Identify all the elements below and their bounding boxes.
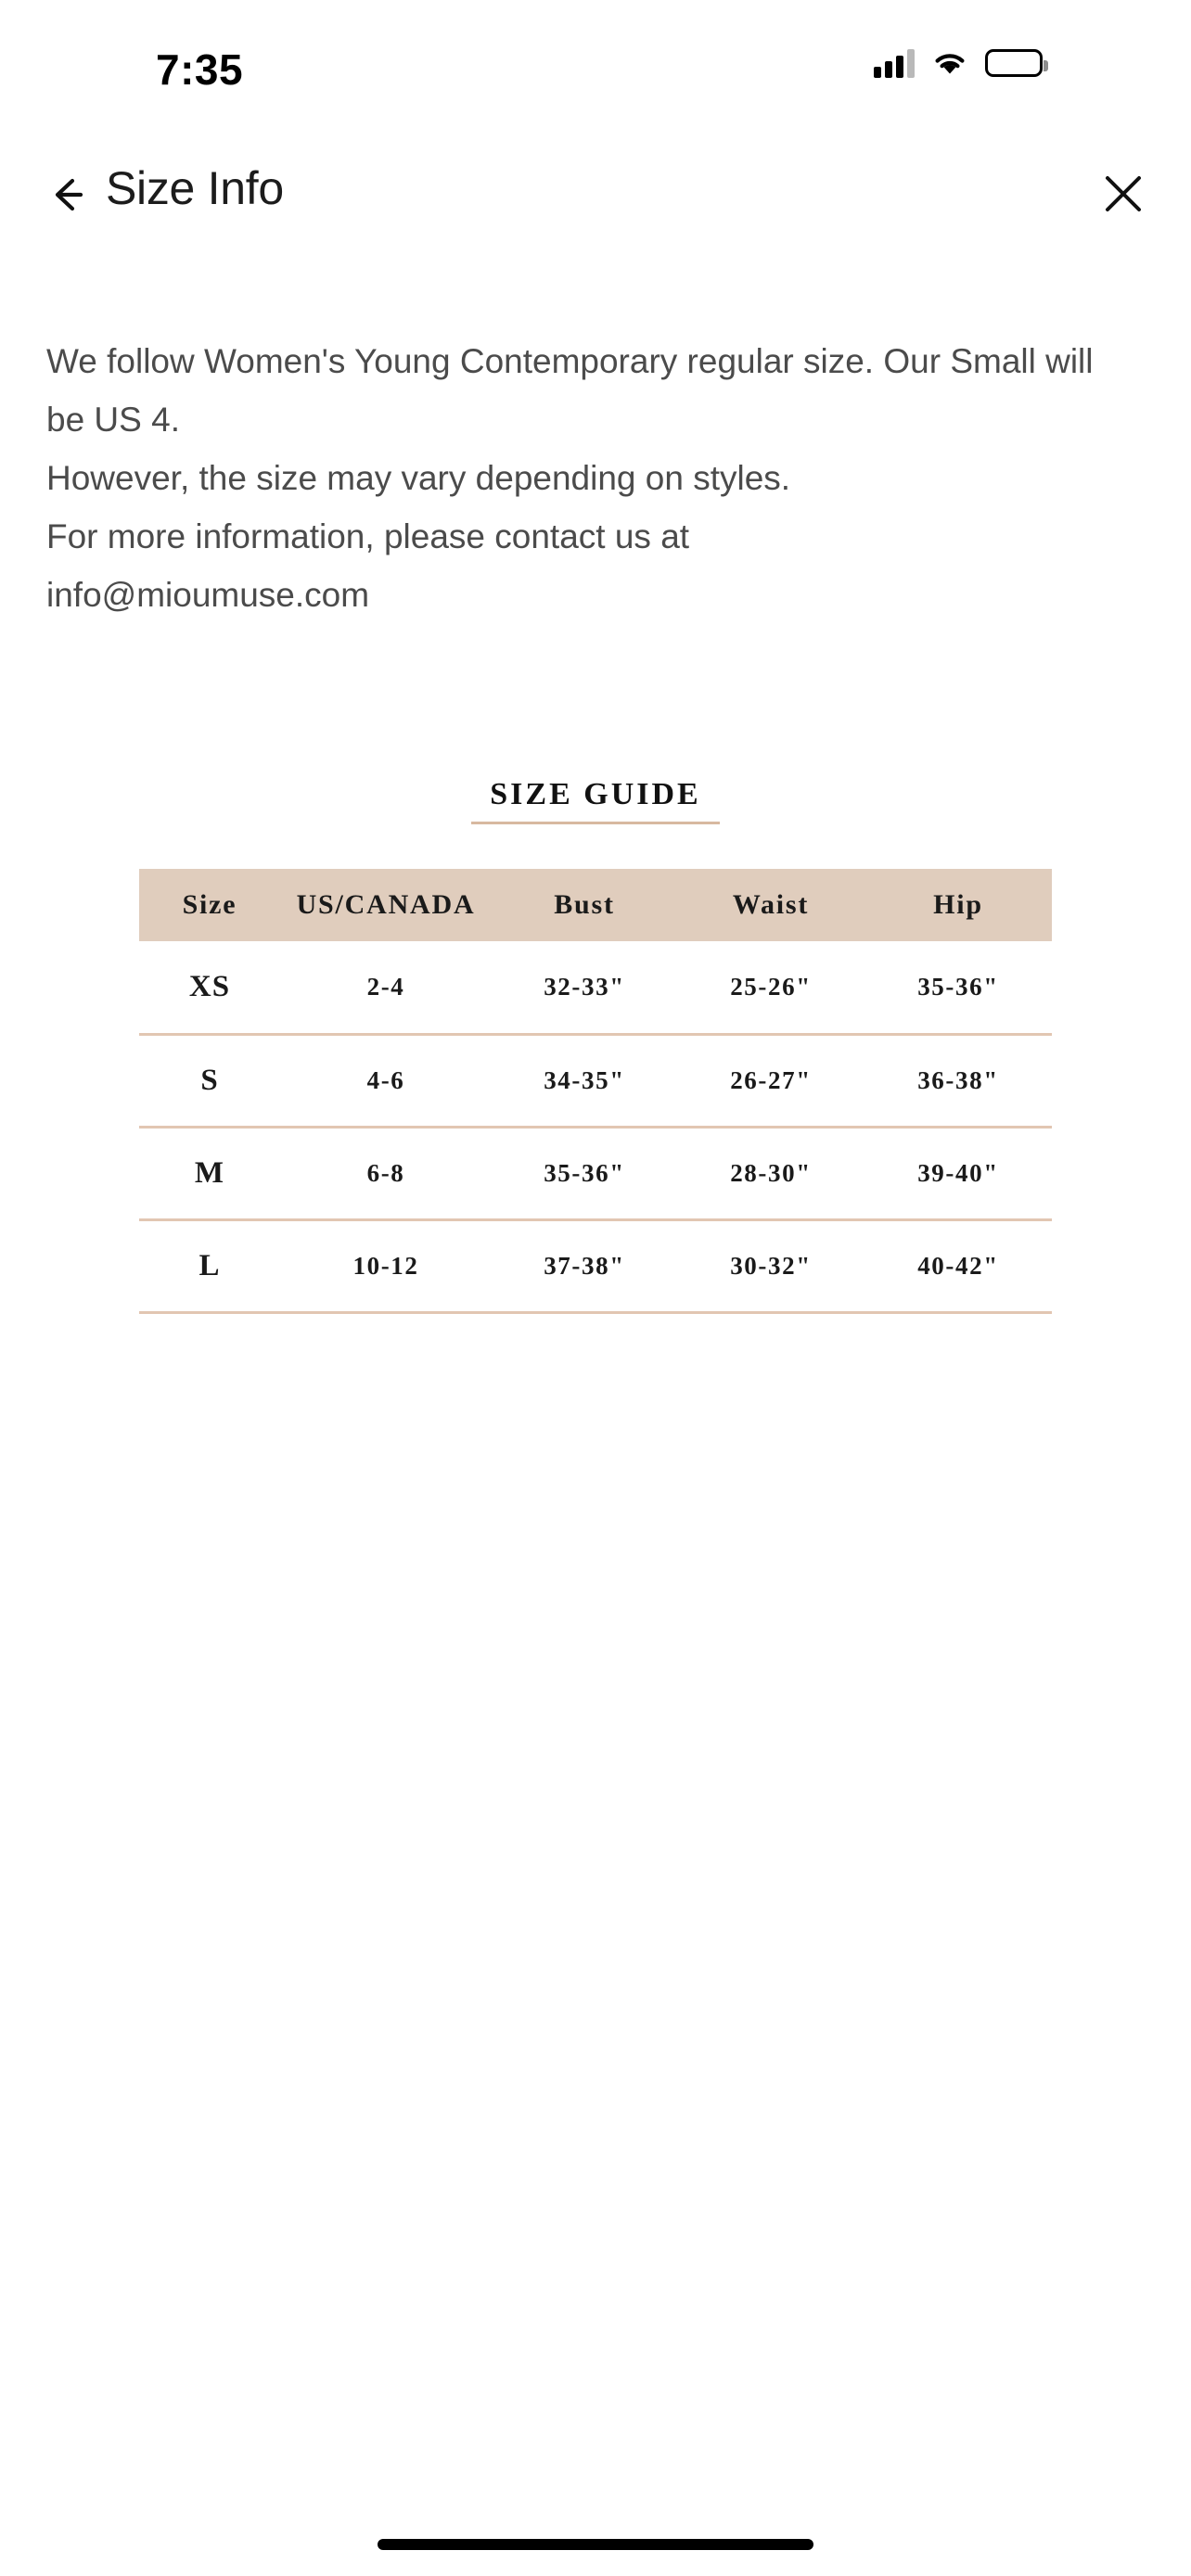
table-row	[139, 941, 1052, 1034]
size-guide-title: SIZE GUIDE	[471, 777, 720, 824]
intro-line-1: We follow Women's Young Contemporary regular size. Our Small will be US 4.	[46, 342, 1094, 439]
cell-waist: 28-30"	[677, 1127, 864, 1219]
table-row	[139, 1127, 1052, 1219]
cell-hip: 35-36"	[864, 941, 1052, 1034]
cell-hip: 39-40"	[864, 1127, 1052, 1219]
cell-bust: 34-35"	[492, 1034, 677, 1127]
cell-size: S	[139, 1034, 280, 1127]
column-header-us-canada: US/CANADA	[280, 869, 492, 941]
page-title: Size Info	[106, 162, 284, 214]
cell-size: L	[139, 1219, 280, 1312]
wifi-icon	[931, 49, 968, 77]
cell-waist: 25-26"	[677, 941, 864, 1034]
cell-hip: 40-42"	[864, 1219, 1052, 1312]
intro-line-4: info@mioumuse.com	[46, 576, 370, 614]
cell-us-canada: 4-6	[280, 1034, 492, 1127]
cell-bust: 37-38"	[492, 1219, 677, 1312]
cell-us-canada: 6-8	[280, 1127, 492, 1219]
intro-line-2: However, the size may vary depending on styles.	[46, 459, 791, 497]
column-header-hip: Hip	[864, 869, 1052, 941]
size-guide-section	[139, 777, 1052, 1314]
cell-us-canada: 10-12	[280, 1219, 492, 1312]
battery-icon	[985, 49, 1043, 77]
cell-bust: 35-36"	[492, 1127, 677, 1219]
status-bar	[0, 0, 1191, 139]
cell-bust: 32-33"	[492, 941, 677, 1034]
column-header-waist: Waist	[677, 869, 864, 941]
cellular-signal-icon	[874, 48, 915, 78]
status-time: 7:35	[156, 45, 244, 94]
table-row	[139, 1034, 1052, 1127]
cell-waist: 30-32"	[677, 1219, 864, 1312]
cell-size: XS	[139, 941, 280, 1034]
column-header-size: Size	[139, 869, 280, 941]
table-header-row	[139, 869, 1052, 941]
intro-text	[46, 332, 1095, 624]
cell-waist: 26-27"	[677, 1034, 864, 1127]
cell-us-canada: 2-4	[280, 941, 492, 1034]
cell-size: M	[139, 1127, 280, 1219]
back-arrow-icon[interactable]	[41, 169, 93, 221]
cell-hip: 36-38"	[864, 1034, 1052, 1127]
intro-line-3: For more information, please contact us at	[46, 517, 690, 555]
table-row	[139, 1219, 1052, 1312]
page-header	[0, 148, 1191, 260]
status-indicators	[874, 48, 1043, 78]
close-icon[interactable]	[1098, 169, 1148, 219]
size-guide-table	[139, 869, 1052, 1314]
home-indicator[interactable]	[378, 2539, 813, 2550]
column-header-bust: Bust	[492, 869, 677, 941]
